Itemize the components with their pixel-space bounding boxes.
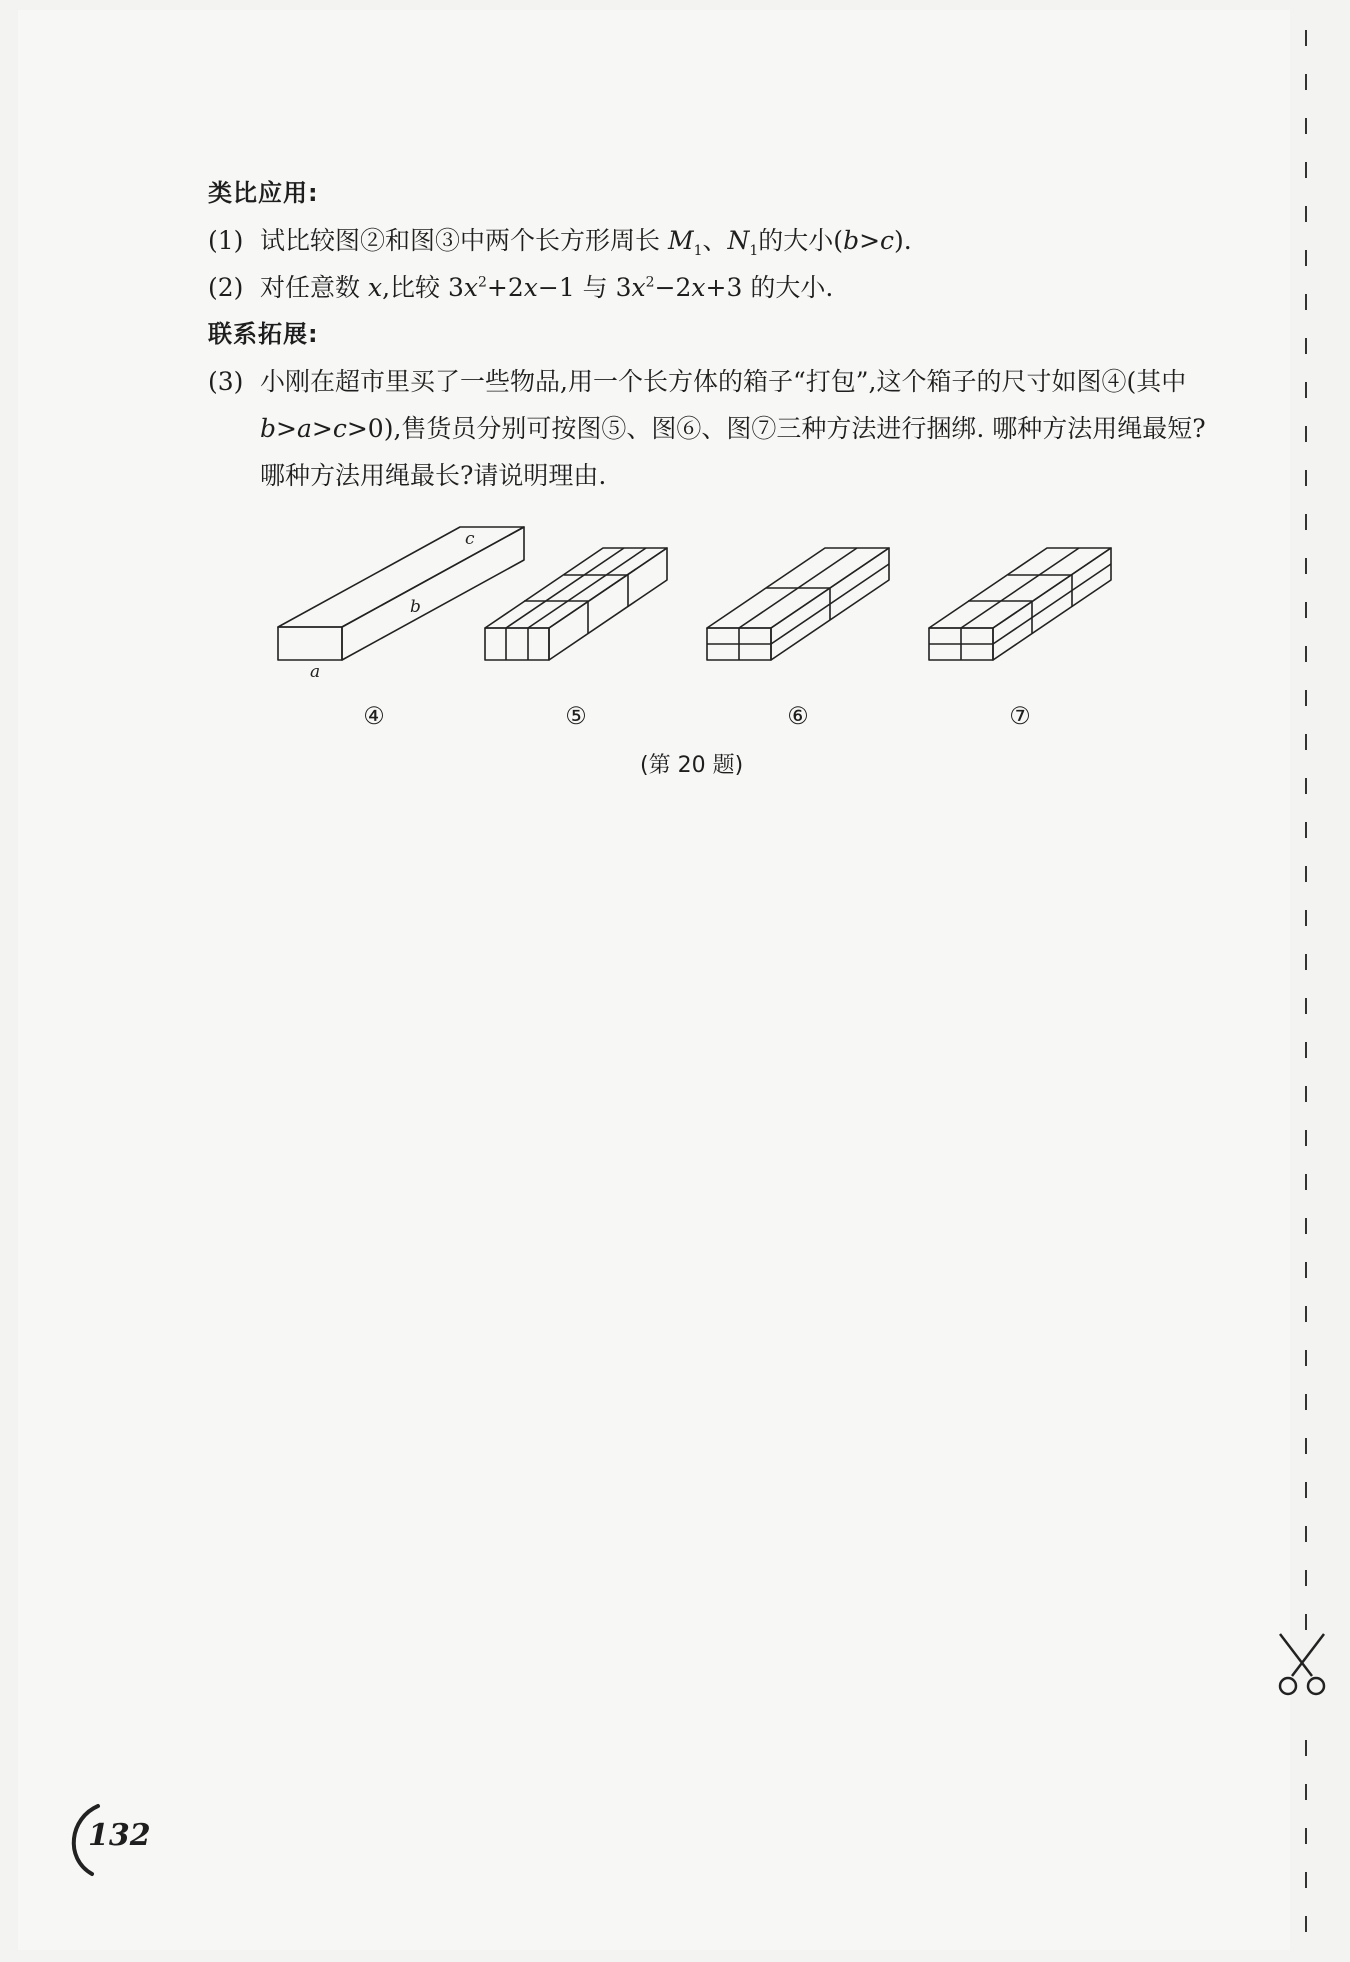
question-text: 的大小( [758, 226, 844, 255]
figure-5-box [485, 548, 667, 660]
question-content [208, 170, 1218, 499]
question-text: ). [894, 226, 912, 255]
dim-label-c: c [465, 529, 475, 549]
var-c: c [332, 414, 347, 443]
var-a: a [296, 414, 312, 443]
question-3 [208, 358, 1218, 499]
figure-6-box [707, 548, 889, 660]
question-number: (1) [208, 226, 244, 255]
var-b: b [843, 226, 860, 255]
figure-caption: (第 20 题) [640, 753, 744, 778]
figure-label-4: ④ [363, 702, 385, 730]
subscript: 1 [749, 243, 759, 259]
separator: 、 [702, 226, 728, 255]
question-text: 试比较图②和图③中两个长方形周长 [260, 226, 668, 255]
box-figures [260, 512, 1160, 782]
operator: > [311, 414, 333, 443]
subscript: 1 [693, 243, 703, 259]
question-text: +2 [486, 273, 524, 302]
var-x: x [631, 273, 646, 302]
var-x: x [463, 273, 478, 302]
figure-4-box [278, 527, 524, 660]
question-text: >0),售货员分别可按图⑤、图⑥、图⑦三种方法进行捆绑. 哪种方法用绳最短?哪种方法用绳最长?请说明理由. [260, 414, 1206, 490]
question-number: (3) [208, 367, 244, 396]
dim-label-a: a [310, 662, 321, 682]
question-text: +3 的大小. [705, 273, 834, 302]
figure-label-6: ⑥ [787, 702, 809, 730]
exponent: 2 [477, 274, 487, 291]
section-heading-extension: 联系拓展: [208, 320, 319, 348]
question-number: (2) [208, 273, 244, 302]
var-m: M [667, 226, 694, 255]
var-x: x [523, 273, 538, 302]
question-2 [208, 264, 1218, 311]
var-x: x [367, 273, 383, 302]
section-heading-analogy: 类比应用: [208, 179, 319, 207]
box-diagrams [260, 512, 1160, 692]
figure-label-7: ⑦ [1009, 702, 1031, 730]
question-text: ,比较 3 [382, 273, 464, 302]
page-number: 132 [88, 1818, 151, 1853]
figure-7-box [929, 548, 1111, 660]
figure-label-5: ⑤ [565, 702, 587, 730]
operator: > [859, 226, 881, 255]
dim-label-b: b [410, 597, 421, 617]
question-text: −1 与 3 [537, 273, 632, 302]
exponent: 2 [645, 274, 655, 291]
question-text: 小刚在超市里买了一些物品,用一个长方体的箱子“打包”,这个箱子的尺寸如图④(其中 [260, 367, 1187, 396]
var-x: x [691, 273, 706, 302]
var-b: b [260, 414, 277, 443]
var-c: c [880, 226, 895, 255]
var-n: N [727, 226, 750, 255]
question-1 [208, 217, 1218, 264]
question-text: −2 [654, 273, 692, 302]
scissors-icon [1272, 1628, 1332, 1708]
operator: > [276, 414, 297, 443]
question-text: 对任意数 [260, 273, 368, 302]
